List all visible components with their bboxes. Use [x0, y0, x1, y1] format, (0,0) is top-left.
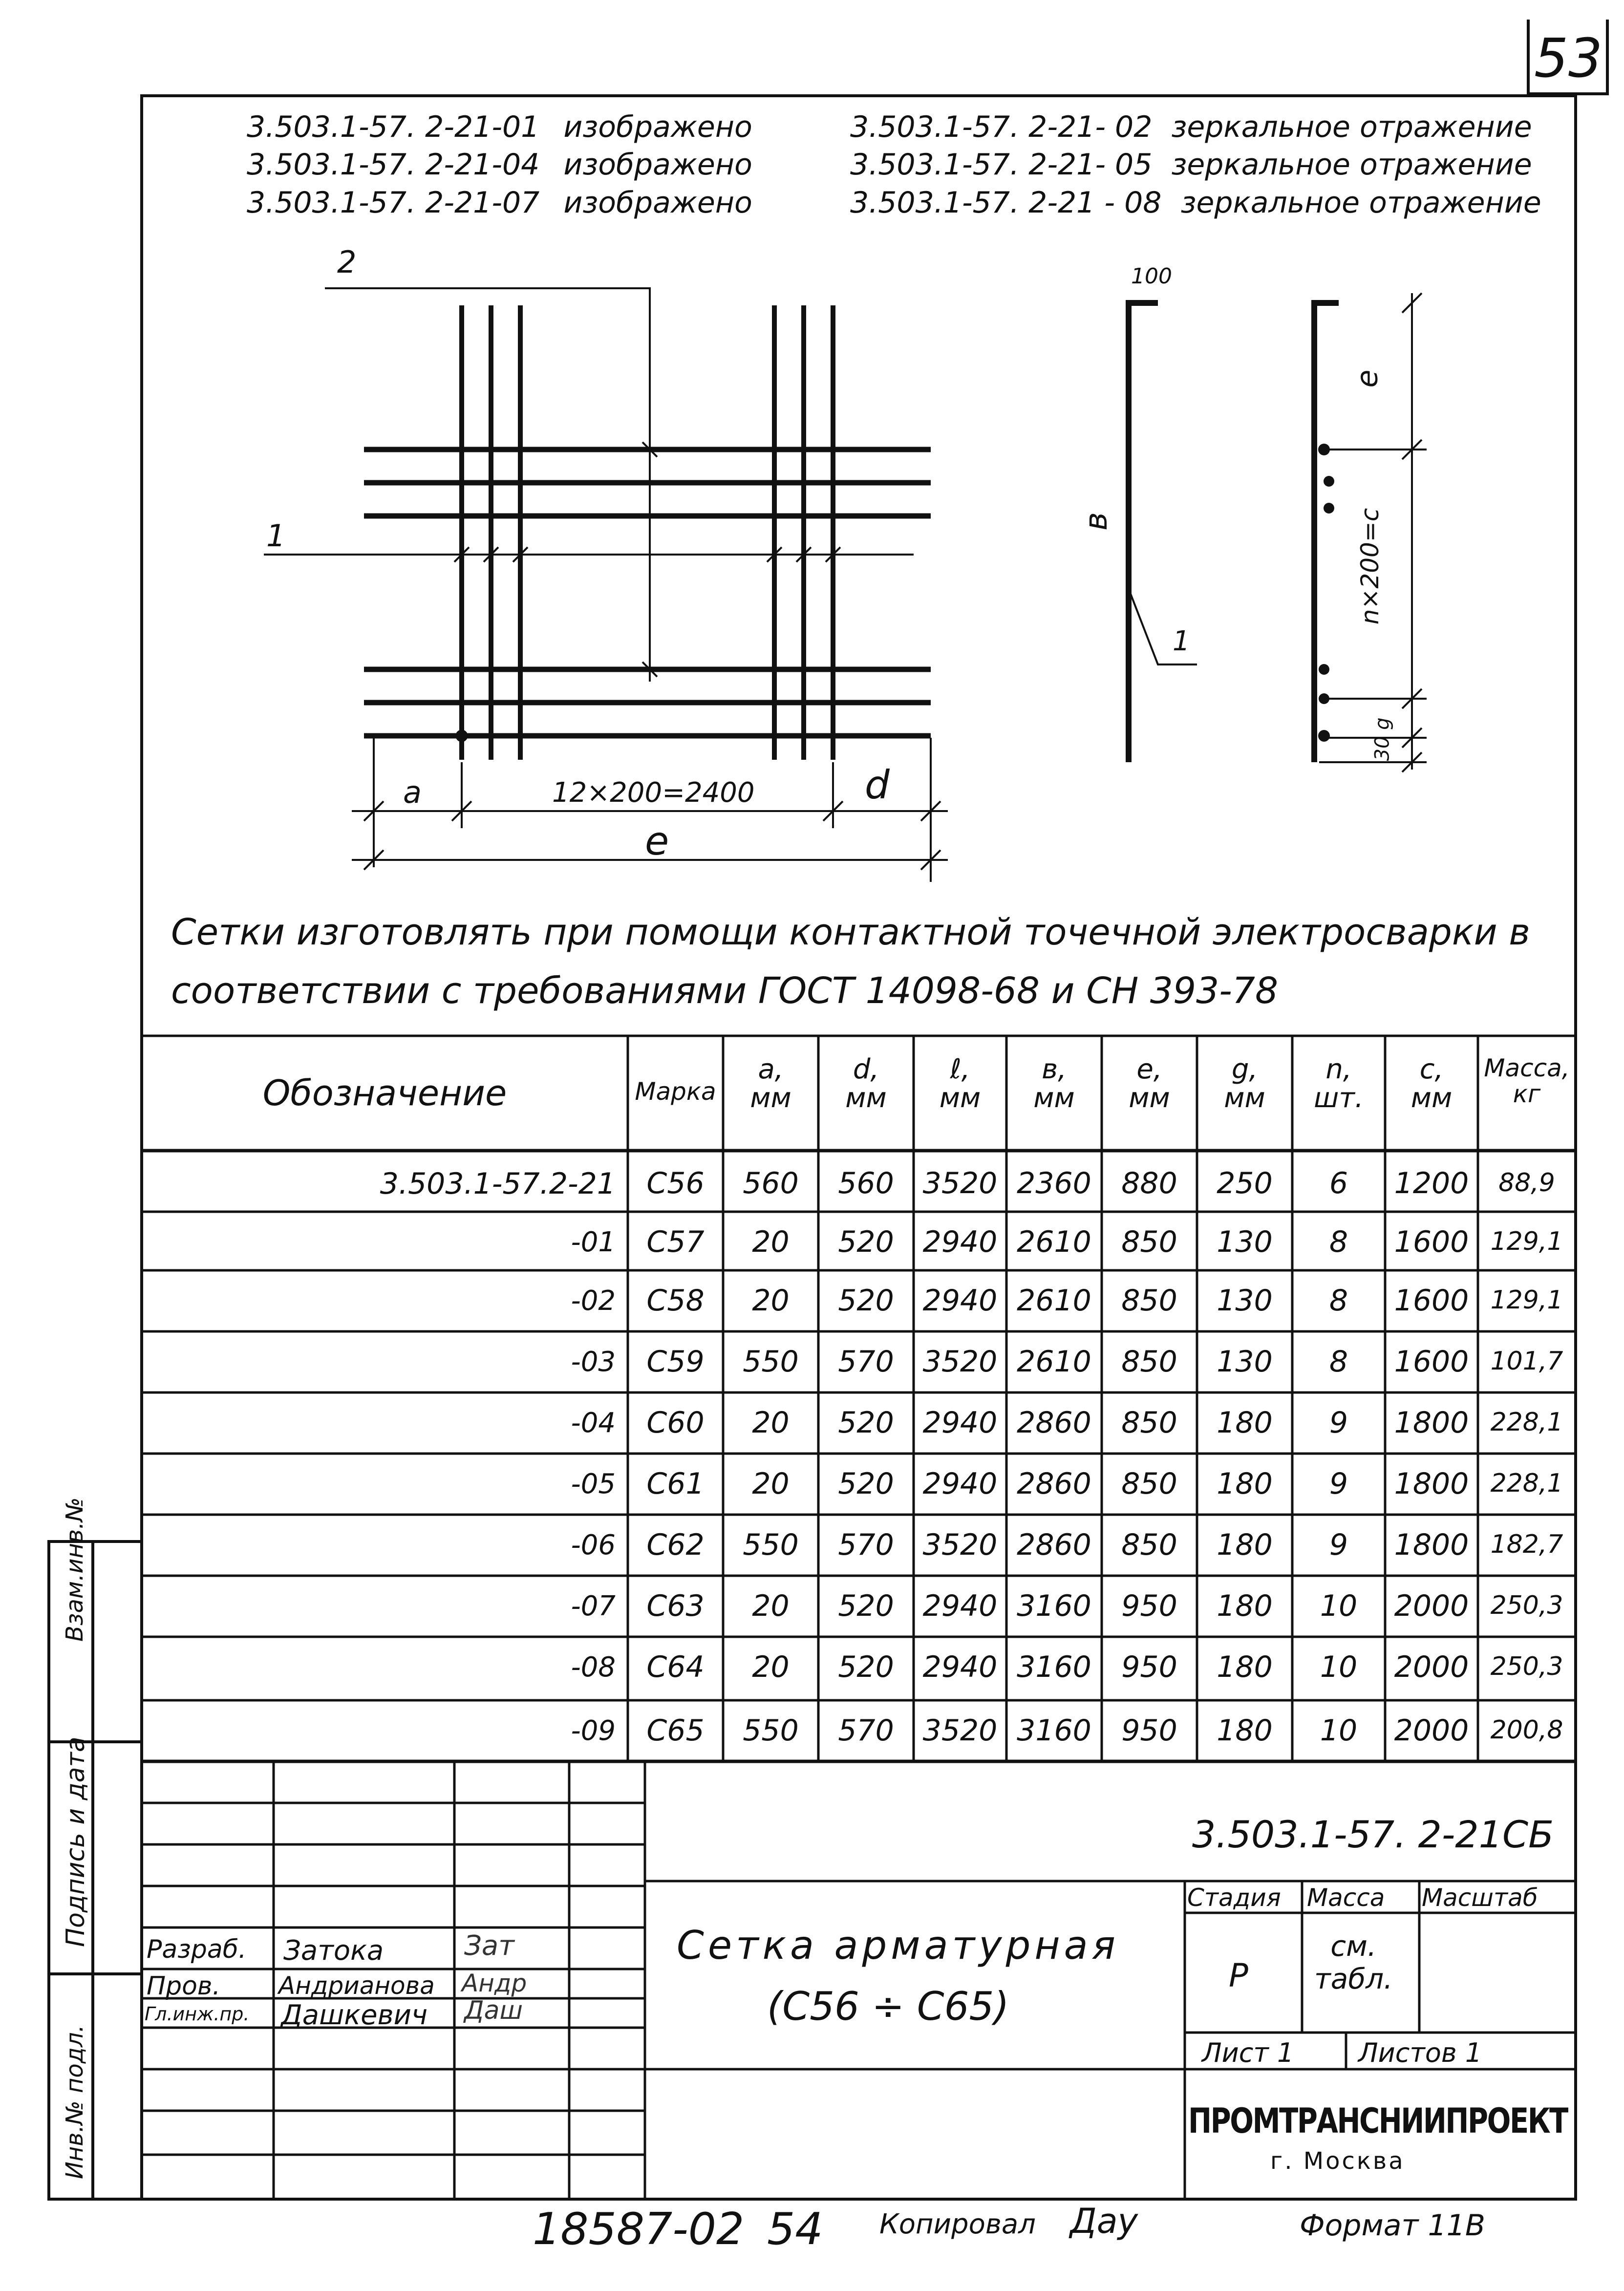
row-cell: 20	[752, 1466, 790, 1501]
dim-label-d: d	[865, 762, 890, 808]
row-cell: 2000	[1394, 1649, 1469, 1684]
side-label-replace	[61, 1498, 88, 1642]
row-cell: 20	[752, 1283, 790, 1318]
stage-label: Стадия	[1187, 1884, 1281, 1912]
row-cell: C63	[646, 1588, 705, 1623]
row-designation: -05	[571, 1468, 616, 1500]
row-cell: 9	[1329, 1466, 1348, 1501]
row-cell: 550	[743, 1527, 799, 1562]
leader-label-1: 1	[266, 518, 286, 554]
row-cell: 850	[1121, 1466, 1177, 1501]
header-b: в, мм	[1033, 1053, 1075, 1114]
row-cell: C65	[646, 1713, 705, 1748]
row-cell: 20	[752, 1649, 790, 1684]
header-code: 3.503.1-57. 2-21-04	[247, 148, 540, 182]
row-designation: -09	[571, 1715, 616, 1747]
row-cell: 2610	[1017, 1224, 1091, 1259]
sheet-label: Лист 1	[1202, 2037, 1294, 2068]
row-cell: 130	[1217, 1224, 1273, 1259]
footer-page: 54	[767, 2204, 823, 2255]
side-label-text: Подпись и дата	[61, 1736, 90, 1947]
row-cell: 8	[1329, 1344, 1348, 1379]
row-cell: 2940	[922, 1649, 998, 1684]
mesh-section	[1129, 303, 1197, 762]
row-cell: 2860	[1017, 1527, 1091, 1562]
header-l: ℓ, мм	[939, 1053, 981, 1114]
dim-label-e: e	[645, 818, 669, 864]
row-cell: 250,3	[1490, 1652, 1563, 1682]
row-designation: -03	[571, 1346, 616, 1378]
row-cell: 560	[743, 1166, 799, 1200]
row-cell: 560	[838, 1166, 894, 1200]
row-cell: 2860	[1017, 1405, 1091, 1440]
row-cell: 101,7	[1490, 1347, 1563, 1376]
doc-code: 3.503.1-57. 2-21СБ	[1192, 1813, 1554, 1856]
row-cell: 180	[1217, 1405, 1273, 1440]
mass-value: см. табл.	[1314, 1929, 1393, 1995]
row-cell: C58	[646, 1283, 705, 1318]
row-cell: 20	[752, 1405, 790, 1440]
row-cell: 570	[838, 1527, 894, 1562]
row-cell: 550	[743, 1713, 799, 1748]
row-cell: 3520	[922, 1527, 998, 1562]
row-designation: -02	[571, 1285, 616, 1317]
row-cell: 850	[1121, 1527, 1177, 1562]
row-cell: C61	[646, 1466, 705, 1501]
page-number: 53	[1534, 27, 1603, 89]
row-cell: 180	[1217, 1713, 1273, 1748]
name-checker: Андрианова	[278, 1971, 435, 2000]
note-line-1: Сетки изготовлять при помощи контактной точечной электросварки в	[171, 911, 1530, 953]
row-cell: 950	[1121, 1588, 1177, 1623]
side-label-inv	[61, 2025, 88, 2179]
row-cell: 1200	[1394, 1166, 1469, 1200]
name-chief: Дашкевич	[281, 1999, 428, 2031]
section-label-b: в	[1078, 512, 1114, 531]
row-cell: 1800	[1394, 1466, 1469, 1501]
mass-label: Масса	[1307, 1884, 1385, 1912]
sheets-label: Листов 1	[1358, 2037, 1482, 2068]
row-cell: 20	[752, 1588, 790, 1623]
row-cell: 850	[1121, 1344, 1177, 1379]
row-designation: -06	[571, 1529, 616, 1561]
header-n: n, шт.	[1314, 1053, 1364, 1114]
title-line-2: (C56 ÷ C65)	[767, 1984, 1009, 2029]
footer-copier: Дау	[1070, 2201, 1138, 2241]
row-cell: 3520	[922, 1713, 998, 1748]
header-code: 3.503.1-57. 2-21-07	[247, 186, 540, 220]
row-cell: 2940	[922, 1588, 998, 1623]
row-cell: 2000	[1394, 1713, 1469, 1748]
row-cell: C64	[646, 1649, 705, 1684]
row-cell: 180	[1217, 1588, 1273, 1623]
section-label-100: 100	[1131, 264, 1172, 289]
footer-number: 18587-02	[533, 2204, 745, 2255]
header-code: 3.503.1-57. 2-21- 02	[850, 110, 1153, 144]
profile-label-e: e	[1350, 369, 1385, 388]
section-label-1: 1	[1173, 625, 1190, 657]
row-cell: 130	[1217, 1344, 1273, 1379]
leader-label-2: 2	[337, 244, 357, 280]
row-cell: 850	[1121, 1405, 1177, 1440]
header-note: изображено	[563, 110, 752, 144]
row-cell: C57	[646, 1224, 705, 1259]
row-cell: 180	[1217, 1527, 1273, 1562]
row-cell: 570	[838, 1344, 894, 1379]
row-designation: -01	[571, 1226, 616, 1258]
header-note: зеркальное отражение	[1171, 148, 1532, 182]
header-designation: Обозначение	[262, 1072, 507, 1113]
row-cell: 1600	[1394, 1224, 1469, 1259]
row-cell: 228,1	[1490, 1408, 1563, 1437]
row-cell: 129,1	[1490, 1227, 1563, 1257]
header-g: g, мм	[1224, 1053, 1265, 1114]
scale-label: Масштаб	[1422, 1884, 1538, 1912]
row-cell: 180	[1217, 1649, 1273, 1684]
row-cell: 3160	[1017, 1649, 1091, 1684]
row-cell: 880	[1121, 1166, 1177, 1200]
row-cell: 250	[1217, 1166, 1273, 1200]
row-cell: 10	[1320, 1649, 1358, 1684]
row-cell: 2610	[1017, 1283, 1091, 1318]
row-cell: C56	[646, 1166, 705, 1200]
row-cell: C59	[646, 1344, 705, 1379]
row-cell: 520	[838, 1649, 894, 1684]
row-designation: 3.503.1-57.2-21	[380, 1167, 616, 1201]
header-code: 3.503.1-57. 2-21 - 08	[850, 186, 1162, 220]
row-cell: 3520	[922, 1344, 998, 1379]
row-cell: 520	[838, 1224, 894, 1259]
row-cell: 10	[1320, 1588, 1358, 1623]
row-designation: -04	[571, 1407, 616, 1439]
row-cell: 570	[838, 1713, 894, 1748]
header-note: изображено	[563, 186, 752, 220]
row-designation: -08	[571, 1651, 616, 1683]
row-cell: 2000	[1394, 1588, 1469, 1623]
row-cell: C60	[646, 1405, 705, 1440]
footer-format: Формат 11В	[1300, 2208, 1486, 2243]
row-cell: 228,1	[1490, 1469, 1563, 1499]
signature-chief: Даш	[464, 1996, 523, 2025]
org-city: г. Москва	[1270, 2147, 1405, 2175]
header-a: a, мм	[750, 1053, 791, 1114]
row-cell: C62	[646, 1527, 705, 1562]
role-checker: Пров.	[147, 1971, 221, 2001]
row-cell: 850	[1121, 1283, 1177, 1318]
row-cell: 850	[1121, 1224, 1177, 1259]
row-cell: 2940	[922, 1224, 998, 1259]
header-note: зеркальное отражение	[1171, 110, 1532, 144]
header-d: d, мм	[845, 1053, 887, 1114]
header-e: e, мм	[1129, 1053, 1170, 1114]
row-cell: 520	[838, 1588, 894, 1623]
row-cell: 6	[1329, 1166, 1348, 1200]
row-cell: 2940	[922, 1466, 998, 1501]
row-cell: 9	[1329, 1527, 1348, 1562]
side-label-text: Инв.№ подл.	[61, 2025, 88, 2179]
footer-copied: Копировал	[879, 2208, 1036, 2240]
row-cell: 10	[1320, 1713, 1358, 1748]
row-cell: 250,3	[1490, 1591, 1563, 1621]
side-label-text: Взам.инв.№	[61, 1497, 88, 1642]
name-developer: Затока	[283, 1935, 384, 1967]
header-note: изображено	[563, 148, 752, 182]
header-c: c, мм	[1410, 1053, 1453, 1114]
row-cell: 2940	[922, 1405, 998, 1440]
header-note: зеркальное отражение	[1180, 186, 1541, 220]
row-cell: 520	[838, 1283, 894, 1318]
row-cell: 20	[752, 1224, 790, 1259]
row-cell: 88,9	[1498, 1168, 1555, 1198]
row-cell: 130	[1217, 1283, 1273, 1318]
row-cell: 2860	[1017, 1466, 1091, 1501]
role-developer: Разраб.	[147, 1935, 247, 1964]
stage-value: Р	[1229, 1957, 1248, 1994]
org-name: ПРОМТРАНСНИИПРОЕКТ	[1188, 2101, 1567, 2141]
row-cell: 3160	[1017, 1588, 1091, 1623]
header-mark: Марка	[635, 1077, 716, 1106]
row-cell: 182,7	[1490, 1530, 1563, 1560]
header-code: 3.503.1-57. 2-21- 05	[850, 148, 1153, 182]
row-cell: 180	[1217, 1466, 1273, 1501]
header-code: 3.503.1-57. 2-21-01	[247, 110, 540, 144]
row-cell: 1600	[1394, 1283, 1469, 1318]
row-cell: 3160	[1017, 1713, 1091, 1748]
row-cell: 520	[838, 1466, 894, 1501]
signature-checker: Андр	[462, 1969, 527, 1997]
row-cell: 200,8	[1490, 1715, 1563, 1745]
profile-label-nc: n×200=c	[1356, 508, 1385, 625]
row-cell: 2360	[1017, 1166, 1091, 1200]
signature-developer: Зат	[464, 1930, 514, 1962]
row-cell: 1800	[1394, 1405, 1469, 1440]
row-cell: 1800	[1394, 1527, 1469, 1562]
dim-label-span: 12×200=2400	[552, 777, 755, 809]
side-label-signature	[61, 1736, 90, 1947]
title-line-1: Сетка арматурная	[677, 1923, 1119, 1968]
row-cell: 950	[1121, 1649, 1177, 1684]
row-cell: 2940	[922, 1283, 998, 1318]
row-cell: 9	[1329, 1405, 1348, 1440]
row-cell: 8	[1329, 1224, 1348, 1259]
row-cell: 3520	[922, 1166, 998, 1200]
dim-label-a: a	[403, 774, 422, 810]
role-chief: Гл.инж.пр.	[145, 2003, 250, 2025]
header-mass: Масса, кг	[1484, 1054, 1570, 1108]
row-cell: 8	[1329, 1283, 1348, 1318]
profile-label-30g: 30 g	[1371, 717, 1394, 761]
row-cell: 950	[1121, 1713, 1177, 1748]
row-cell: 1600	[1394, 1344, 1469, 1379]
row-cell: 550	[743, 1344, 799, 1379]
note-line-2: соответствии с требованиями ГОСТ 14098-68 и СН 393-78	[171, 970, 1279, 1012]
row-cell: 2610	[1017, 1344, 1091, 1379]
row-designation: -07	[571, 1590, 616, 1622]
row-cell: 520	[838, 1405, 894, 1440]
row-cell: 129,1	[1490, 1285, 1563, 1315]
